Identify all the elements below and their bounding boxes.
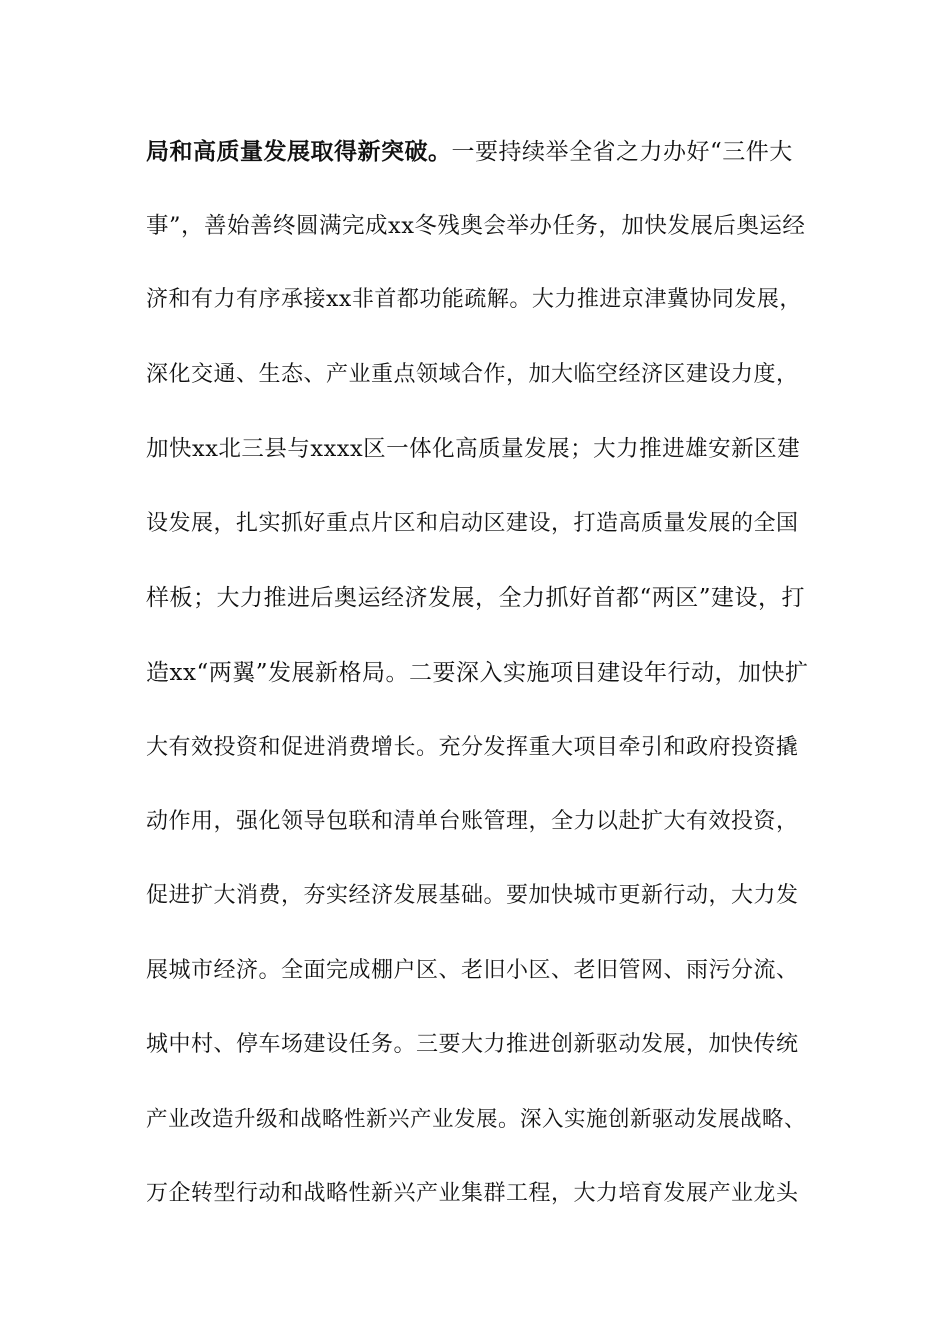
text-line-9: 大有效投资和促进消费增长。充分发挥重大项目牵引和政府投资撬 — [146, 735, 799, 760]
text-line-13: 城中村、停车场建设任务。三要大力推进创新驱动发展，加快传统 — [146, 1032, 799, 1057]
line-1-rest: 一要持续举全省之力办好“三件大 — [451, 139, 793, 165]
text-line-14: 产业改造升级和战略性新兴产业发展。深入实施创新驱动发展战略、 — [146, 1107, 807, 1132]
text-line-6: 设发展，扎实抓好重点片区和启动区建设，打造高质量发展的全国 — [146, 511, 799, 536]
text-line-12: 展城市经济。全面完成棚户区、老旧小区、老旧管网、雨污分流、 — [146, 958, 799, 983]
text-line-4: 深化交通、生态、产业重点领域合作，加大临空经济区建设力度， — [146, 362, 799, 387]
text-line-10: 动作用，强化领导包联和清单台账管理，全力以赴扩大有效投资， — [146, 809, 799, 834]
text-line-7: 样板；大力推进后奥运经济发展，全力抓好首都“两区”建设，打 — [146, 585, 806, 611]
text-line-3: 济和有力有序承接xx非首都功能疏解。大力推进京津冀协同发展， — [146, 287, 802, 312]
text-line-11: 促进扩大消费，夯实经济发展基础。要加快城市更新行动，大力发 — [146, 883, 799, 908]
text-line-1 — [146, 137, 793, 167]
text-line-8: 造xx“两翼”发展新格局。二要深入实施项目建设年行动，加快扩 — [146, 660, 809, 686]
text-line-2: 事”，善始善终圆满完成xx冬残奥会举办任务，加快发展后奥运经 — [146, 213, 806, 239]
text-line-15: 万企转型行动和战略性新兴产业集群工程，大力培育发展产业龙头 — [146, 1181, 799, 1206]
bold-lead-sentence: 局和高质量发展取得新突破。 — [146, 138, 452, 165]
text-line-5: 加快xx北三县与xxxx区一体化高质量发展；大力推进雄安新区建 — [146, 436, 801, 462]
